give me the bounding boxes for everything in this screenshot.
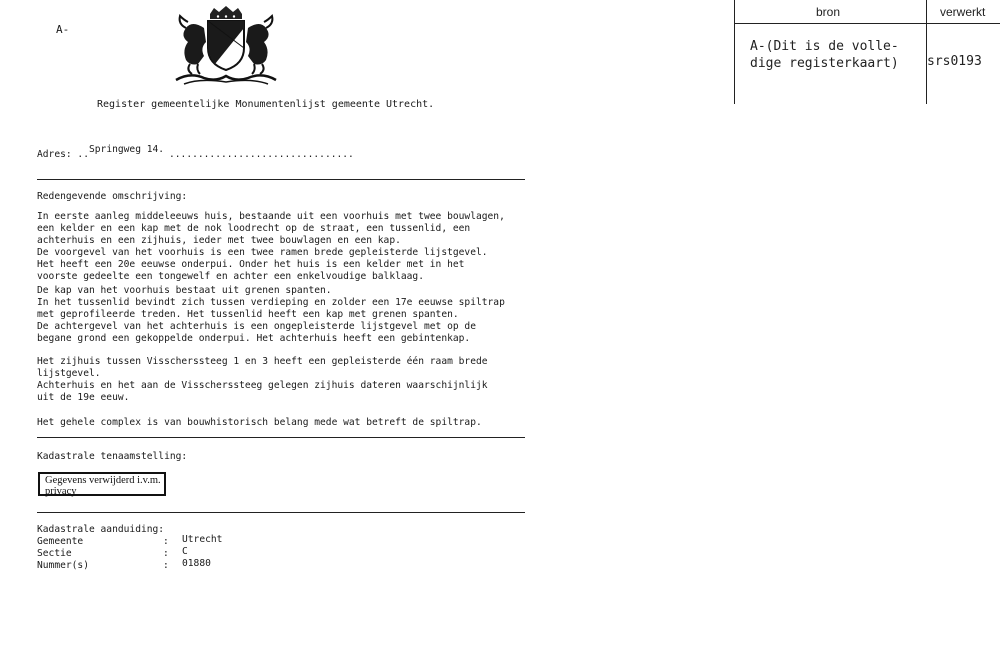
reference-table [734,0,1000,104]
aanduiding-label-gemeente: Gemeente [37,536,84,547]
verwerkt-value: srs0193 [927,54,982,69]
address-dots: ................................ [169,149,354,160]
document-letter: A- [56,23,70,36]
privacy-notice-line2: privacy [45,486,77,497]
column-header-bron: bron [816,5,841,19]
column-header-verwerkt: verwerkt [940,5,986,19]
description-line: voorste gedeelte een tongewelf en achter een enkelvoudige balklaag. [37,271,424,282]
address-value: Springweg 14. [89,144,165,155]
description-line: lijstgevel. [37,368,101,379]
aanduiding-separator: : [163,560,169,571]
description-line: achterhuis en een zijhuis, ieder met twee bouwlagen en een kap. [37,235,401,246]
description-line: In het tussenlid bevindt zich tussen verdieping en zolder een 17e eeuwse spiltrap [37,297,505,308]
divider [37,437,525,438]
description-line: Achterhuis en het aan de Visscherssteeg gelegen zijhuis dateren waarschijnlijk [37,380,488,391]
divider [37,179,525,180]
description-block-3 [37,356,488,404]
utrecht-coat-of-arms-icon [170,6,282,86]
aanduiding-separator: : [163,536,169,547]
description-block-2 [37,285,505,345]
description-line: De achtergevel van het achterhuis is een ongepleisterde lijstgevel met op de [37,321,476,332]
aanduiding-value-gemeente: Utrecht [182,534,223,545]
aanduiding-value-sectie: C [182,546,188,557]
description-block-4 [37,417,482,429]
description-line: Het zijhuis tussen Visscherssteeg 1 en 3 heeft een gepleisterde één raam brede [37,356,488,367]
description-line: De voorgevel van het voorhuis is een twee ramen brede gepleisterde lijstgevel. [37,247,488,258]
aanduiding-heading: Kadastrale aanduiding: [37,524,165,535]
privacy-notice-box [38,472,166,496]
tenaamstelling-heading: Kadastrale tenaamstelling: [37,451,188,462]
description-line: Het heeft een 20e eeuwse onderpui. Onder het huis is een kelder met in het [37,259,465,270]
description-line: een kelder en een kap met de nok loodrecht op de straat, een tussenlid, een [37,223,471,234]
description-line: begane grond een gekoppelde onderpui. Het achterhuis heeft een gebintenkap. [37,333,471,344]
privacy-notice-line1: Gegevens verwijderd i.v.m. [45,475,161,486]
description-line: uit de 19e eeuw. [37,392,130,403]
description-heading: Redengevende omschrijving: [37,191,188,202]
aanduiding-label-sectie: Sectie [37,548,72,559]
bron-value-line1: A-(Dit is de volle- [750,39,899,54]
address-label: Adres: .. [37,149,89,160]
aanduiding-value-nummers: 01880 [182,558,211,569]
description-line: Het gehele complex is van bouwhistorisch belang mede wat betreft de spiltrap. [37,417,482,428]
aanduiding-separator: : [163,548,169,559]
bron-value-line2: dige registerkaart) [750,56,899,71]
aanduiding-label-nummers: Nummer(s) [37,560,89,571]
description-line: De kap van het voorhuis bestaat uit grenen spanten. [37,285,332,296]
description-line: met geprofileerde treden. Het tussenlid heeft een kap met grenen spanten. [37,309,459,320]
description-block-1 [37,211,505,283]
document-title: Register gemeentelijke Monumentenlijst gemeente Utrecht. [97,99,435,110]
description-line: In eerste aanleg middeleeuws huis, bestaande uit een voorhuis met twee bouwlagen, [37,211,505,222]
divider [37,512,525,513]
